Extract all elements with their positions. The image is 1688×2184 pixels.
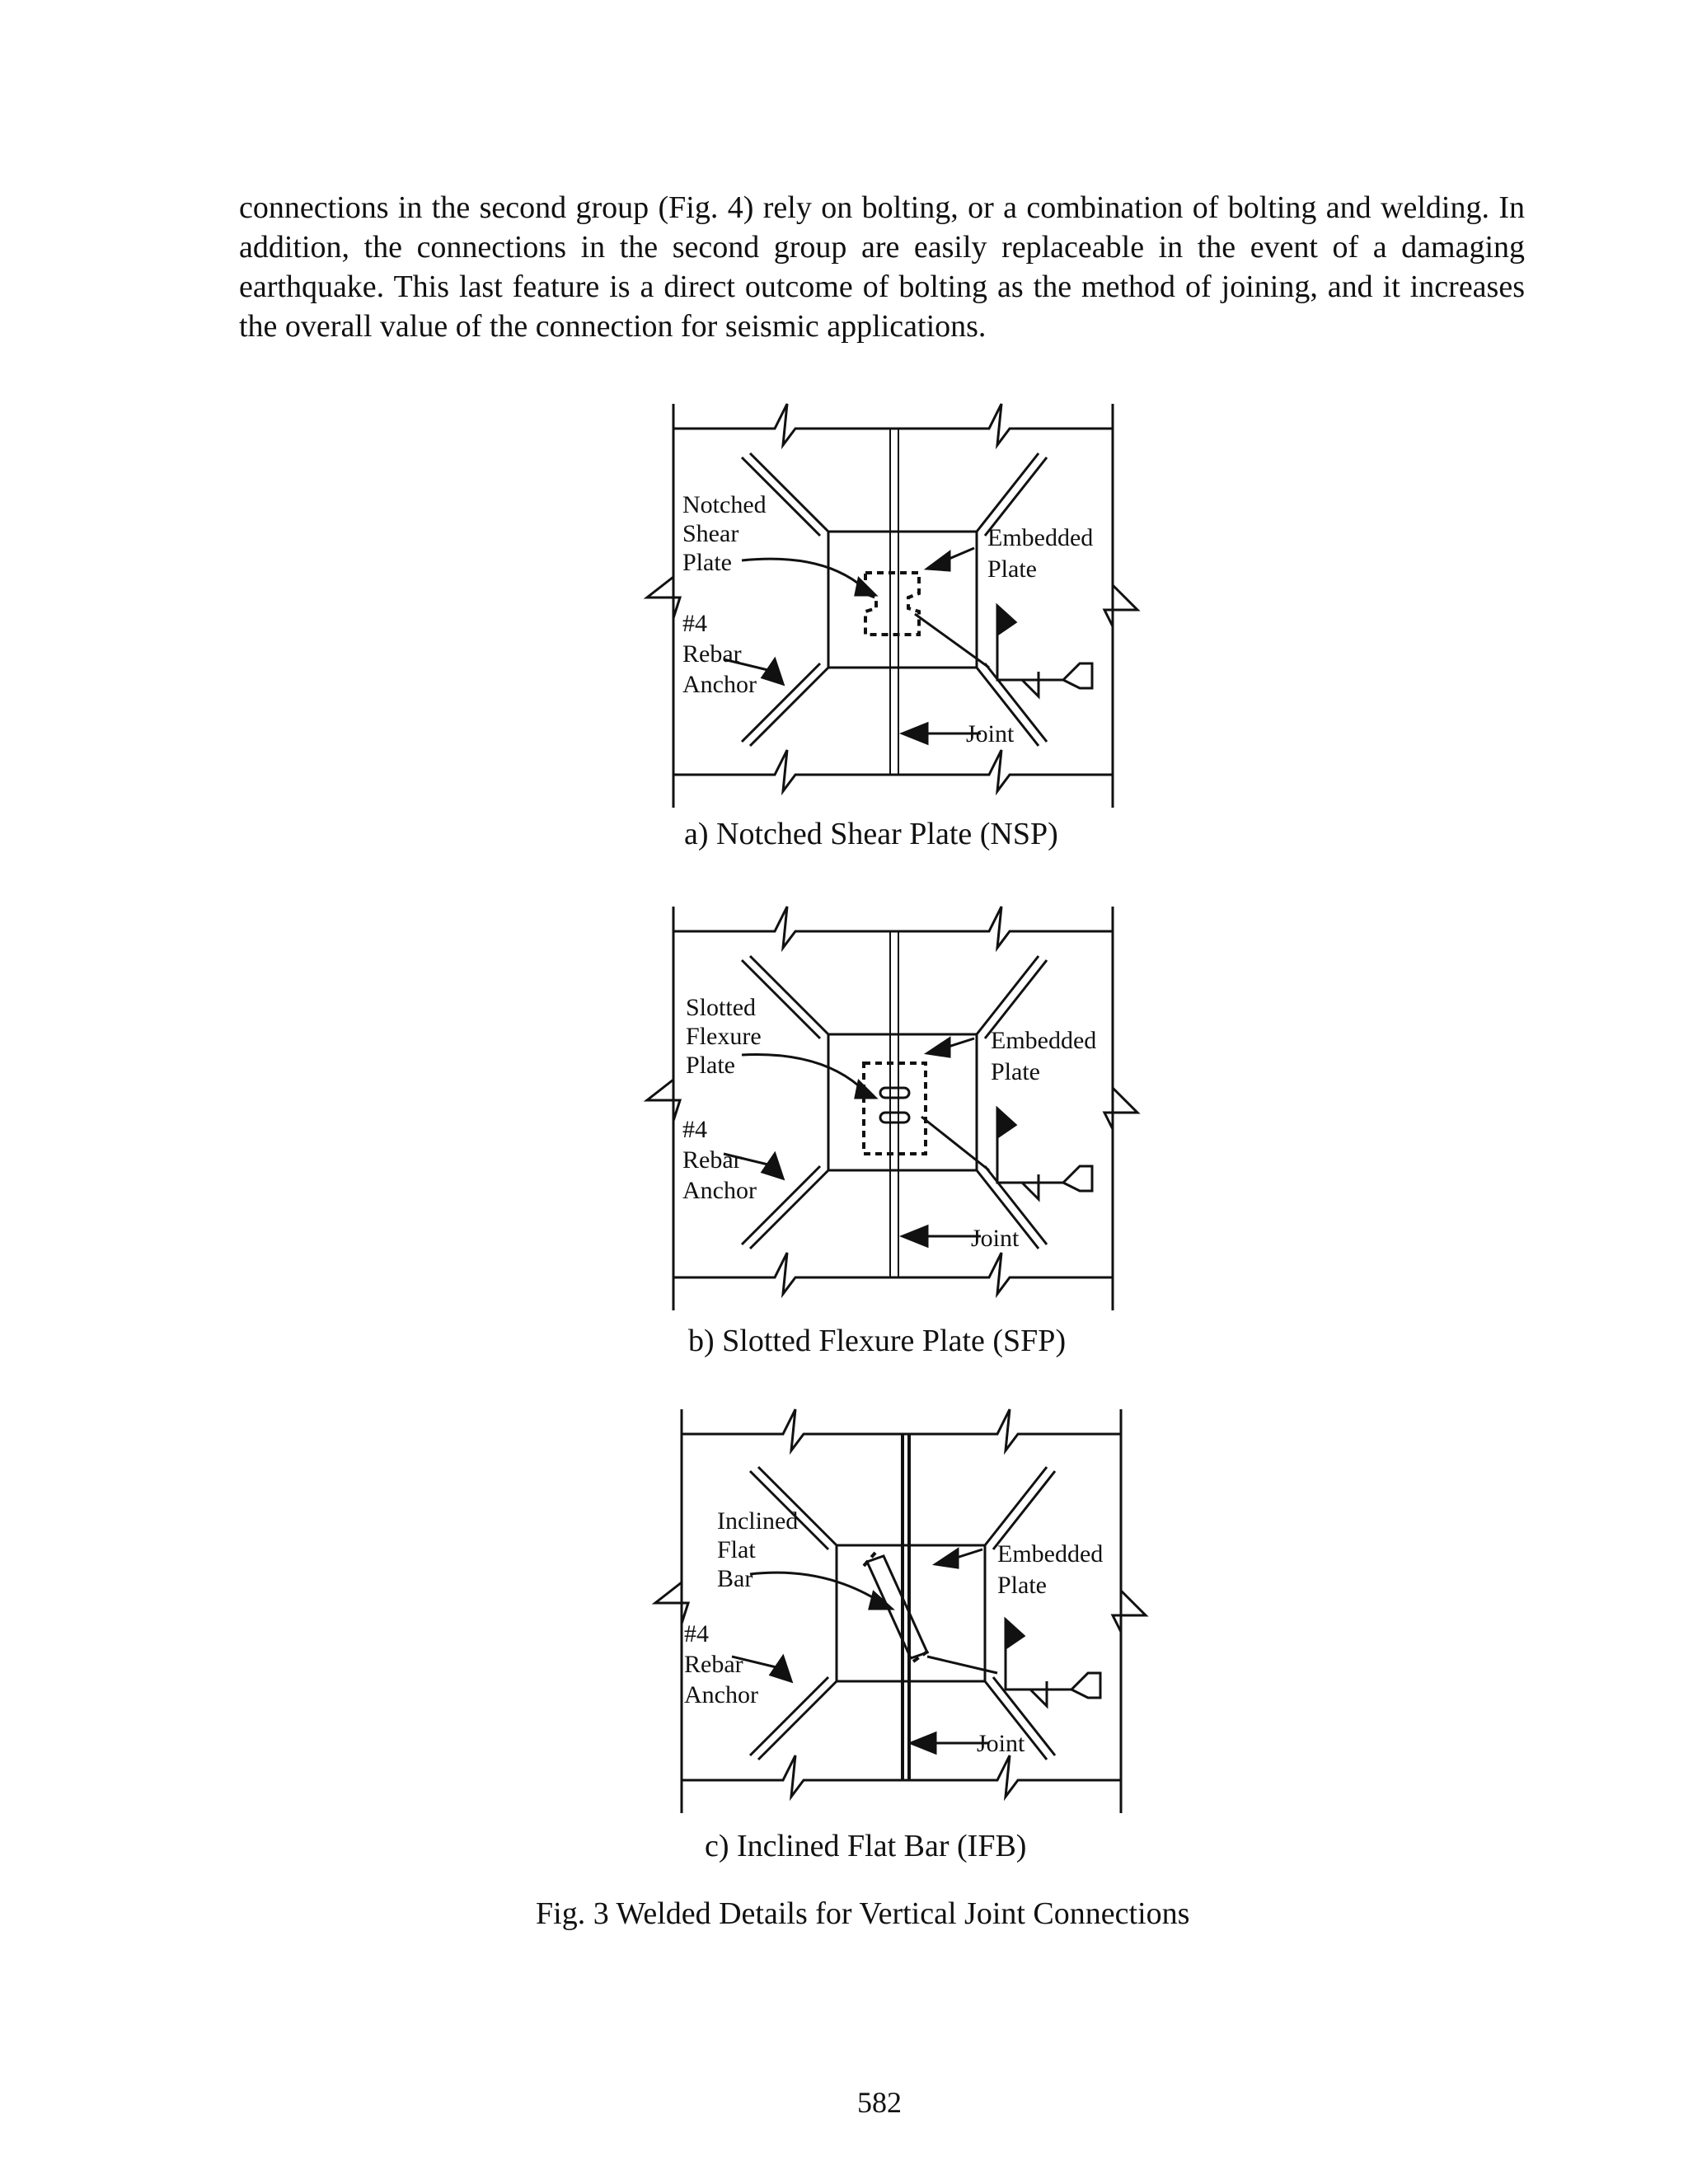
figure-b-caption: b) Slotted Flexure Plate (SFP)	[688, 1324, 1067, 1358]
page-number: 582	[857, 2086, 902, 2119]
rebar-label-2: Rebar	[684, 1651, 743, 1678]
joint-label: Joint	[977, 1730, 1025, 1757]
embedded-label-2: Plate	[991, 1058, 1040, 1085]
sfp-diagram	[643, 890, 1170, 1319]
plate-label-1: Slotted	[686, 994, 757, 1021]
embedded-label-2: Plate	[987, 555, 1037, 583]
rebar-label-3: Anchor	[684, 1681, 758, 1708]
plate-label-2: Flat	[717, 1536, 756, 1563]
embedded-label-1: Embedded	[987, 524, 1094, 551]
plate-label-1: Inclined	[717, 1507, 799, 1535]
figure-a-nsp	[643, 387, 1170, 816]
joint-label: Joint	[966, 720, 1015, 748]
figure-c-ifb	[651, 1393, 1179, 1821]
rebar-label-1: #4	[682, 1116, 707, 1143]
plate-label-3: Plate	[686, 1052, 735, 1079]
plate-label-3: Bar	[717, 1565, 753, 1592]
plate-label-3: Plate	[682, 549, 732, 576]
rebar-label-2: Rebar	[682, 640, 742, 668]
figure-title: Fig. 3 Welded Details for Vertical Joint Connections	[536, 1896, 1190, 1931]
rebar-label-3: Anchor	[682, 671, 757, 698]
rebar-label-3: Anchor	[682, 1177, 757, 1204]
joint-label: Joint	[971, 1225, 1020, 1252]
embedded-label-1: Embedded	[997, 1540, 1104, 1568]
rebar-label-2: Rebar	[682, 1146, 742, 1174]
ifb-diagram	[651, 1393, 1179, 1821]
rebar-label-1: #4	[684, 1620, 709, 1647]
plate-label-1: Notched	[682, 491, 767, 518]
nsp-diagram	[643, 387, 1170, 816]
figure-b-sfp	[643, 890, 1170, 1319]
body-paragraph: connections in the second group (Fig. 4) rely on bolting, or a combination of bolting and welding. In addition, the connections in the second group are easily replaceable in the event of a damaging earthquake. This last feature is a direct outcome of bolting as the method of joining, and it increases the overall value of the connection for seismic applications.	[239, 190, 1525, 344]
embedded-label-1: Embedded	[991, 1027, 1097, 1054]
embedded-label-2: Plate	[997, 1572, 1047, 1599]
rebar-label-1: #4	[682, 610, 707, 637]
figure-c-caption: c) Inclined Flat Bar (IFB)	[705, 1829, 1027, 1863]
figure-a-caption: a) Notched Shear Plate (NSP)	[684, 817, 1058, 851]
plate-label-2: Shear	[682, 520, 739, 547]
plate-label-2: Flexure	[686, 1023, 762, 1050]
